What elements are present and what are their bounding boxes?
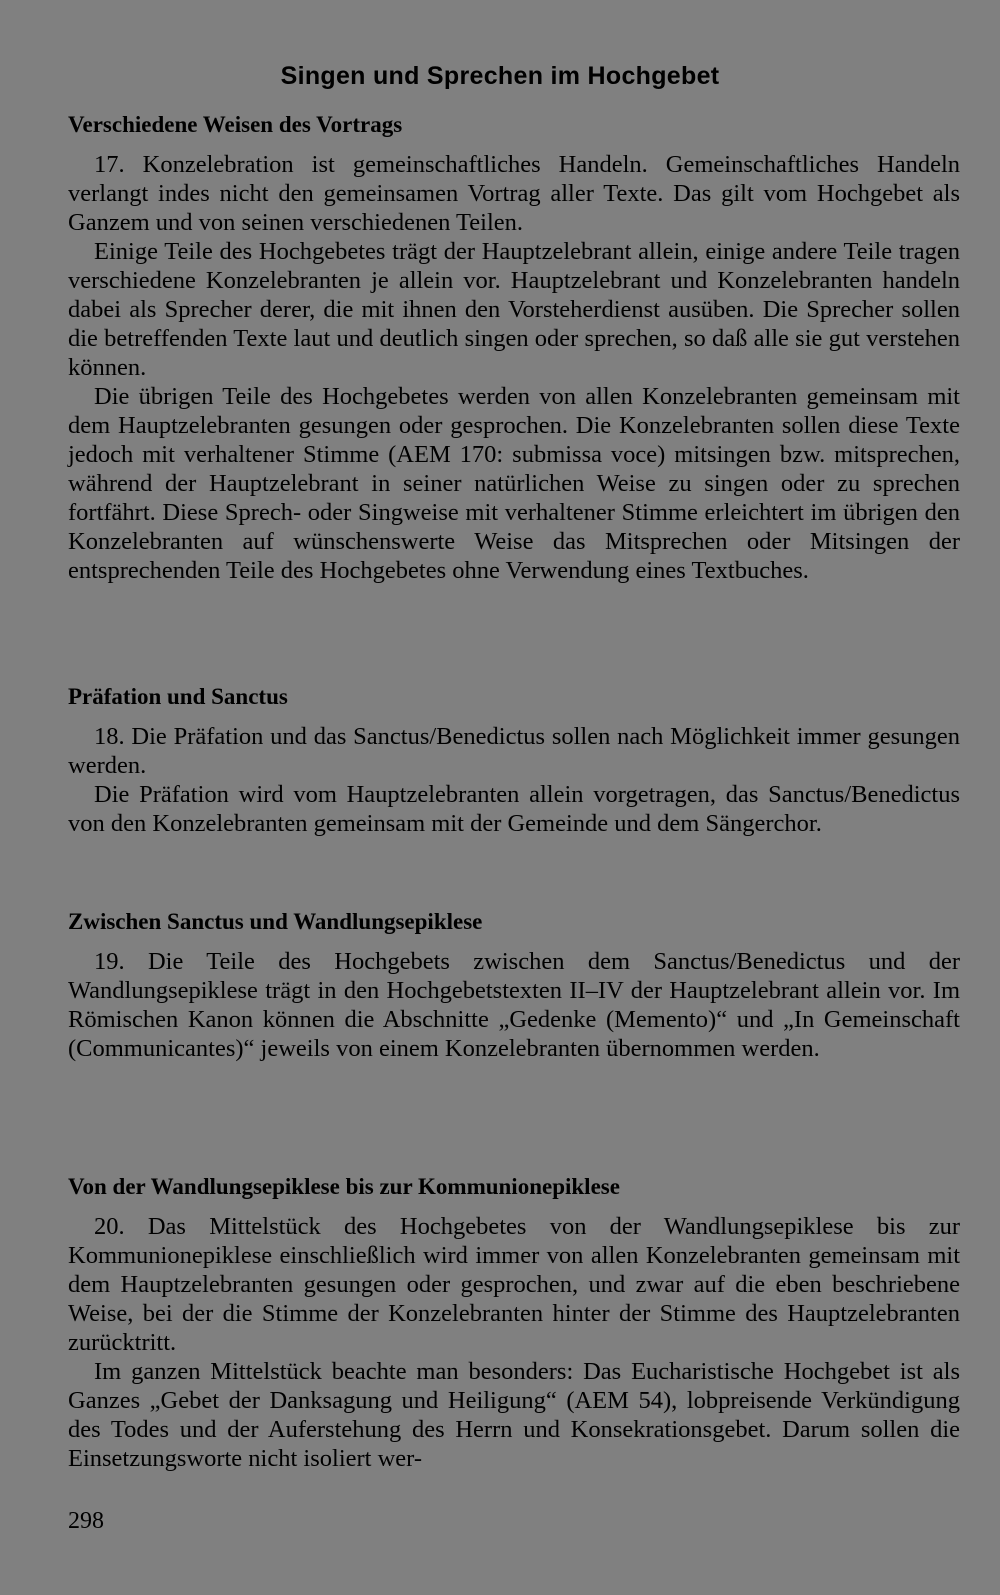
- section-praefation-sanctus: [68, 681, 960, 838]
- paragraph: 17. Konzelebration ist gemeinschaftliches Handeln. Gemeinschaftliches Handeln verlangt indes nicht den gemeinsamen Vortrag aller Texte. Das gilt vom Hochgebet als Ganzem und von seinen verschiedenen Teilen.: [68, 151, 960, 236]
- section-heading: Von der Wandlungsepiklese bis zur Kommunionepiklese: [68, 1174, 620, 1199]
- paragraph: Einige Teile des Hochgebetes trägt der Hauptzelebrant allein, einige andere Teile tragen verschiedene Konzelebranten je allein vor. Hauptzelebrant und Konzelebranten handeln dabei als Sprecher derer, die mit ihnen den Vorsteherdienst ausüben. Die Sprecher sollen die betreffenden Texte laut und deutlich singen oder sprechen, so daß alle sie gut verstehen können.: [68, 238, 960, 381]
- paragraph: Die Präfation wird vom Hauptzelebranten allein vorgetragen, das Sanctus/Benedictus von den Konzelebranten gemeinsam mit der Gemeinde und dem Sängerchor.: [68, 781, 960, 837]
- section-wandlungsepiklese-kommunionepiklese: [68, 1171, 960, 1473]
- section-verschiedene-weisen: [68, 109, 960, 585]
- section-heading: Präfation und Sanctus: [68, 684, 288, 709]
- paragraph: 18. Die Präfation und das Sanctus/Benedictus sollen nach Möglichkeit immer gesungen werden.: [68, 723, 960, 779]
- paragraph: Die übrigen Teile des Hochgebetes werden von allen Konzelebranten gemeinsam mit dem Hauptzelebranten gesungen oder gesprochen. Die Konzelebranten sollen diese Texte jedoch mit verhaltener Stimme (AEM 170: submissa voce) mitsingen bzw. mitsprechen, während der Hauptzelebrant in seiner natürlichen Weise zu singen oder zu sprechen fortfährt. Diese Sprech- oder Singweise mit verhaltener Stimme erleichtert im übrigen den Konzelebranten auf wünschenswerte Weise das Mitsprechen oder Mitsingen der entsprechenden Teile des Hochgebetes ohne Verwendung eines Textbuches.: [68, 383, 960, 584]
- page-number: 298: [68, 1508, 104, 1534]
- section-zwischen-sanctus: [68, 906, 960, 1063]
- paragraph: 20. Das Mittelstück des Hochgebetes von der Wandlungsepiklese bis zur Kommunionepiklese einschließlich wird immer von allen Konzelebranten gemeinsam mit dem Hauptzelebranten gesungen oder gesprochen, und zwar auf die eben beschriebene Weise, bei der die Stimme der Konzelebranten hinter der Stimme des Hauptzelebranten zurücktritt.: [68, 1213, 960, 1356]
- section-heading: Verschiedene Weisen des Vortrags: [68, 112, 403, 137]
- paragraph: Im ganzen Mittelstück beachte man besonders: Das Eucharistische Hochgebet ist als Ganzes „Gebet der Danksagung und Heiligung“ (AEM 54), lobpreisende Verkündigung des Todes und der Auferstehung des Herrn und Konsekrationsgebet. Darum sollen die Einsetzungsworte nicht isoliert wer-: [68, 1358, 960, 1472]
- paragraph: 19. Die Teile des Hochgebets zwischen dem Sanctus/Benedictus und der Wandlungsepiklese trägt in den Hochgebetstexten II–IV der Hauptzelebrant allein vor. Im Römischen Kanon können die Abschnitte „Gedenke (Memento)“ und „In Gemeinschaft (Communicantes)“ jeweils von einem Konzelebranten übernommen werden.: [68, 948, 960, 1062]
- section-heading: Zwischen Sanctus und Wandlungsepiklese: [68, 909, 483, 934]
- running-title: Singen und Sprechen im Hochgebet: [280, 62, 720, 90]
